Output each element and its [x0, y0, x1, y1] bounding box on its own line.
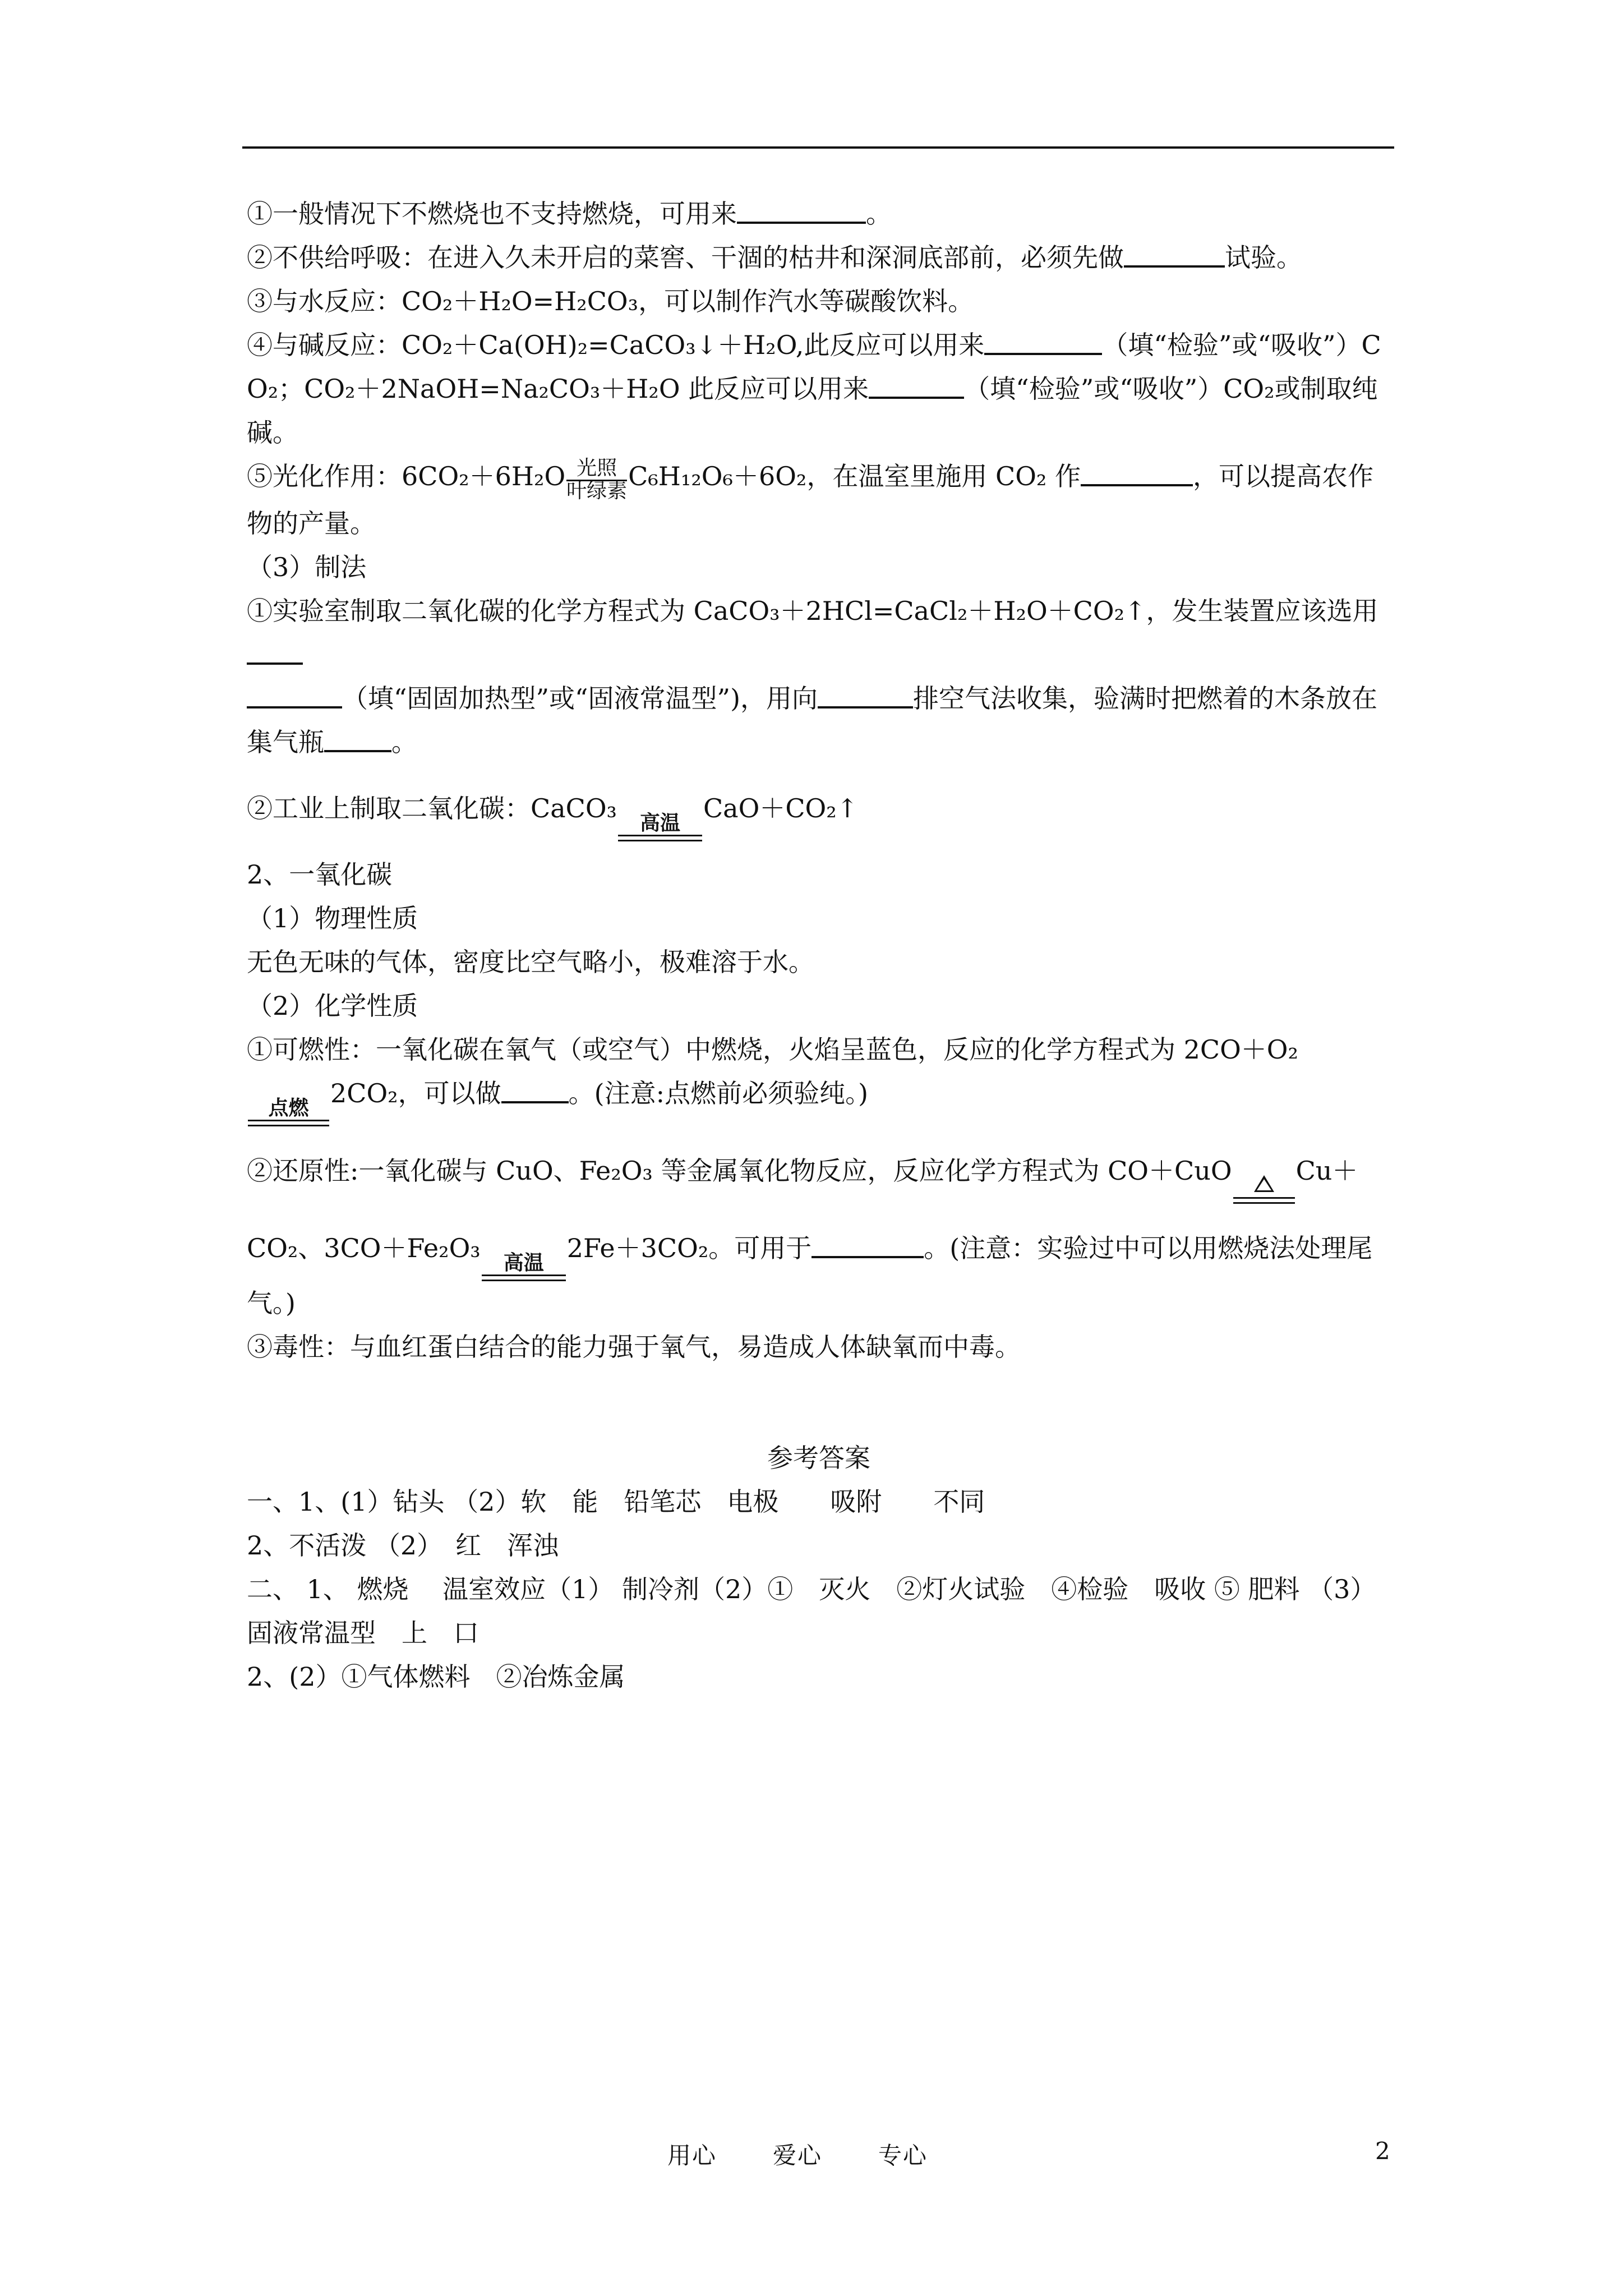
- heat-triangle-icon: [1254, 1175, 1274, 1192]
- line-6: ①实验室制取二氧化碳的化学方程式为 CaCO₃＋2HCl=CaCl₂＋H₂O＋CO₂↑，发生装置应该选用 （填“固固加热型”或“固液常温型”)，用向 排空气法收集，验满时把燃着的木条放在集气瓶 。: [247, 596, 1378, 757]
- blank-5: [1081, 462, 1193, 486]
- reaction-condition-heat: 高温: [618, 813, 702, 841]
- blank-6a: [247, 640, 303, 665]
- line-7: ②工业上制取二氧化碳：CaCO₃ 高温 CaO＋CO₂↑: [247, 786, 1391, 841]
- line-8: ①可燃性：一氧化碳在氧气（或空气）中燃烧，火焰呈蓝色，反应的化学方程式为 2CO＋O₂ 点燃 2CO₂，可以做 。(注意:点燃前必须验纯。): [247, 1028, 1391, 1126]
- header-rule: [242, 146, 1394, 149]
- answer-title: 参考答案: [767, 1443, 870, 1473]
- line-4: ④与碱反应：CO₂＋Ca(OH)₂=CaCO₃↓＋H₂O,此反应可以用来 （填“检验”或“吸收”）CO₂；CO₂＋2NaOH=Na₂CO₃＋H₂O 此反应可以用来 （填“检验”或“吸收”）CO₂或制取纯碱。: [247, 330, 1381, 448]
- answer-4: 2、(2）①气体燃料 ②冶炼金属: [247, 1662, 625, 1692]
- blank-7: [818, 684, 913, 708]
- section-2-heading: 2、一氧化碳: [247, 859, 393, 890]
- blank-2: [1124, 243, 1225, 268]
- line-2: ②不供给呼吸：在进入久未开启的菜窖、干涸的枯井和深洞底部前，必须先做 试验。: [247, 242, 1302, 273]
- line-3: ③与水反应：CO₂＋H₂O=H₂CO₃，可以制作汽水等碳酸饮料。: [247, 286, 974, 316]
- answer-1: 一、1、(1）钻头 （2）软 能 铅笔芯 电极 吸附 不同: [247, 1487, 985, 1517]
- blank-3: [984, 330, 1102, 355]
- line-11: ③毒性：与血红蛋白结合的能力强于氧气，易造成人体缺氧而中毒。: [247, 1332, 1021, 1362]
- answer-3: 二、 1、 燃烧 温室效应（1） 制冷剂（2）① 灭火 ②灯火试验 ④检验 吸收 ⑤ 肥料 （3）固液常温型 上 口: [247, 1574, 1376, 1648]
- page-number: 2: [1375, 2137, 1390, 2165]
- reaction-condition-ignite: 点燃: [248, 1098, 329, 1126]
- subsection-physical: （1）物理性质: [247, 903, 418, 933]
- reaction-condition-heat-2: 高温: [482, 1253, 566, 1281]
- blank-9: [501, 1079, 569, 1103]
- blank-1: [737, 199, 866, 224]
- line-5: ⑤光化作用：6CO₂＋6H₂O 光照 叶绿素 C₆H₁₂O₆＋6O₂，在温室里施用 CO₂ 作 ，可以提高农作物的产量。: [247, 457, 1373, 539]
- reaction-condition-light: 光照 叶绿素: [566, 457, 628, 503]
- document-body: [247, 192, 1391, 1699]
- section-3-heading: （3）制法: [247, 552, 367, 582]
- subsection-chemical: （2）化学性质: [247, 991, 418, 1021]
- line-1: ①一般情况下不燃烧也不支持燃烧，可用来 。: [247, 199, 892, 229]
- blank-6b: [247, 684, 342, 708]
- line-10: CO₂、3CO＋Fe₂O₃ 高温 2Fe＋3CO₂。可用于 。(注意：实验过中可以用燃烧法处理尾气。): [247, 1233, 1373, 1318]
- reaction-condition-delta: [1233, 1175, 1295, 1204]
- blank-4: [869, 374, 964, 399]
- blank-8: [324, 728, 391, 752]
- line-9: ②还原性:一氧化碳与 CuO、Fe₂O₃ 等金属氧化物反应，反应化学方程式为 CO＋CuO Cu＋: [247, 1149, 1391, 1204]
- blank-10: [811, 1234, 924, 1258]
- answer-2: 2、不活泼 （2） 红 浑浊: [247, 1530, 559, 1561]
- physical-properties: 无色无味的气体，密度比空气略小，极难溶于水。: [247, 947, 814, 977]
- footer-motto: 用心 爱心 专心: [667, 2142, 928, 2169]
